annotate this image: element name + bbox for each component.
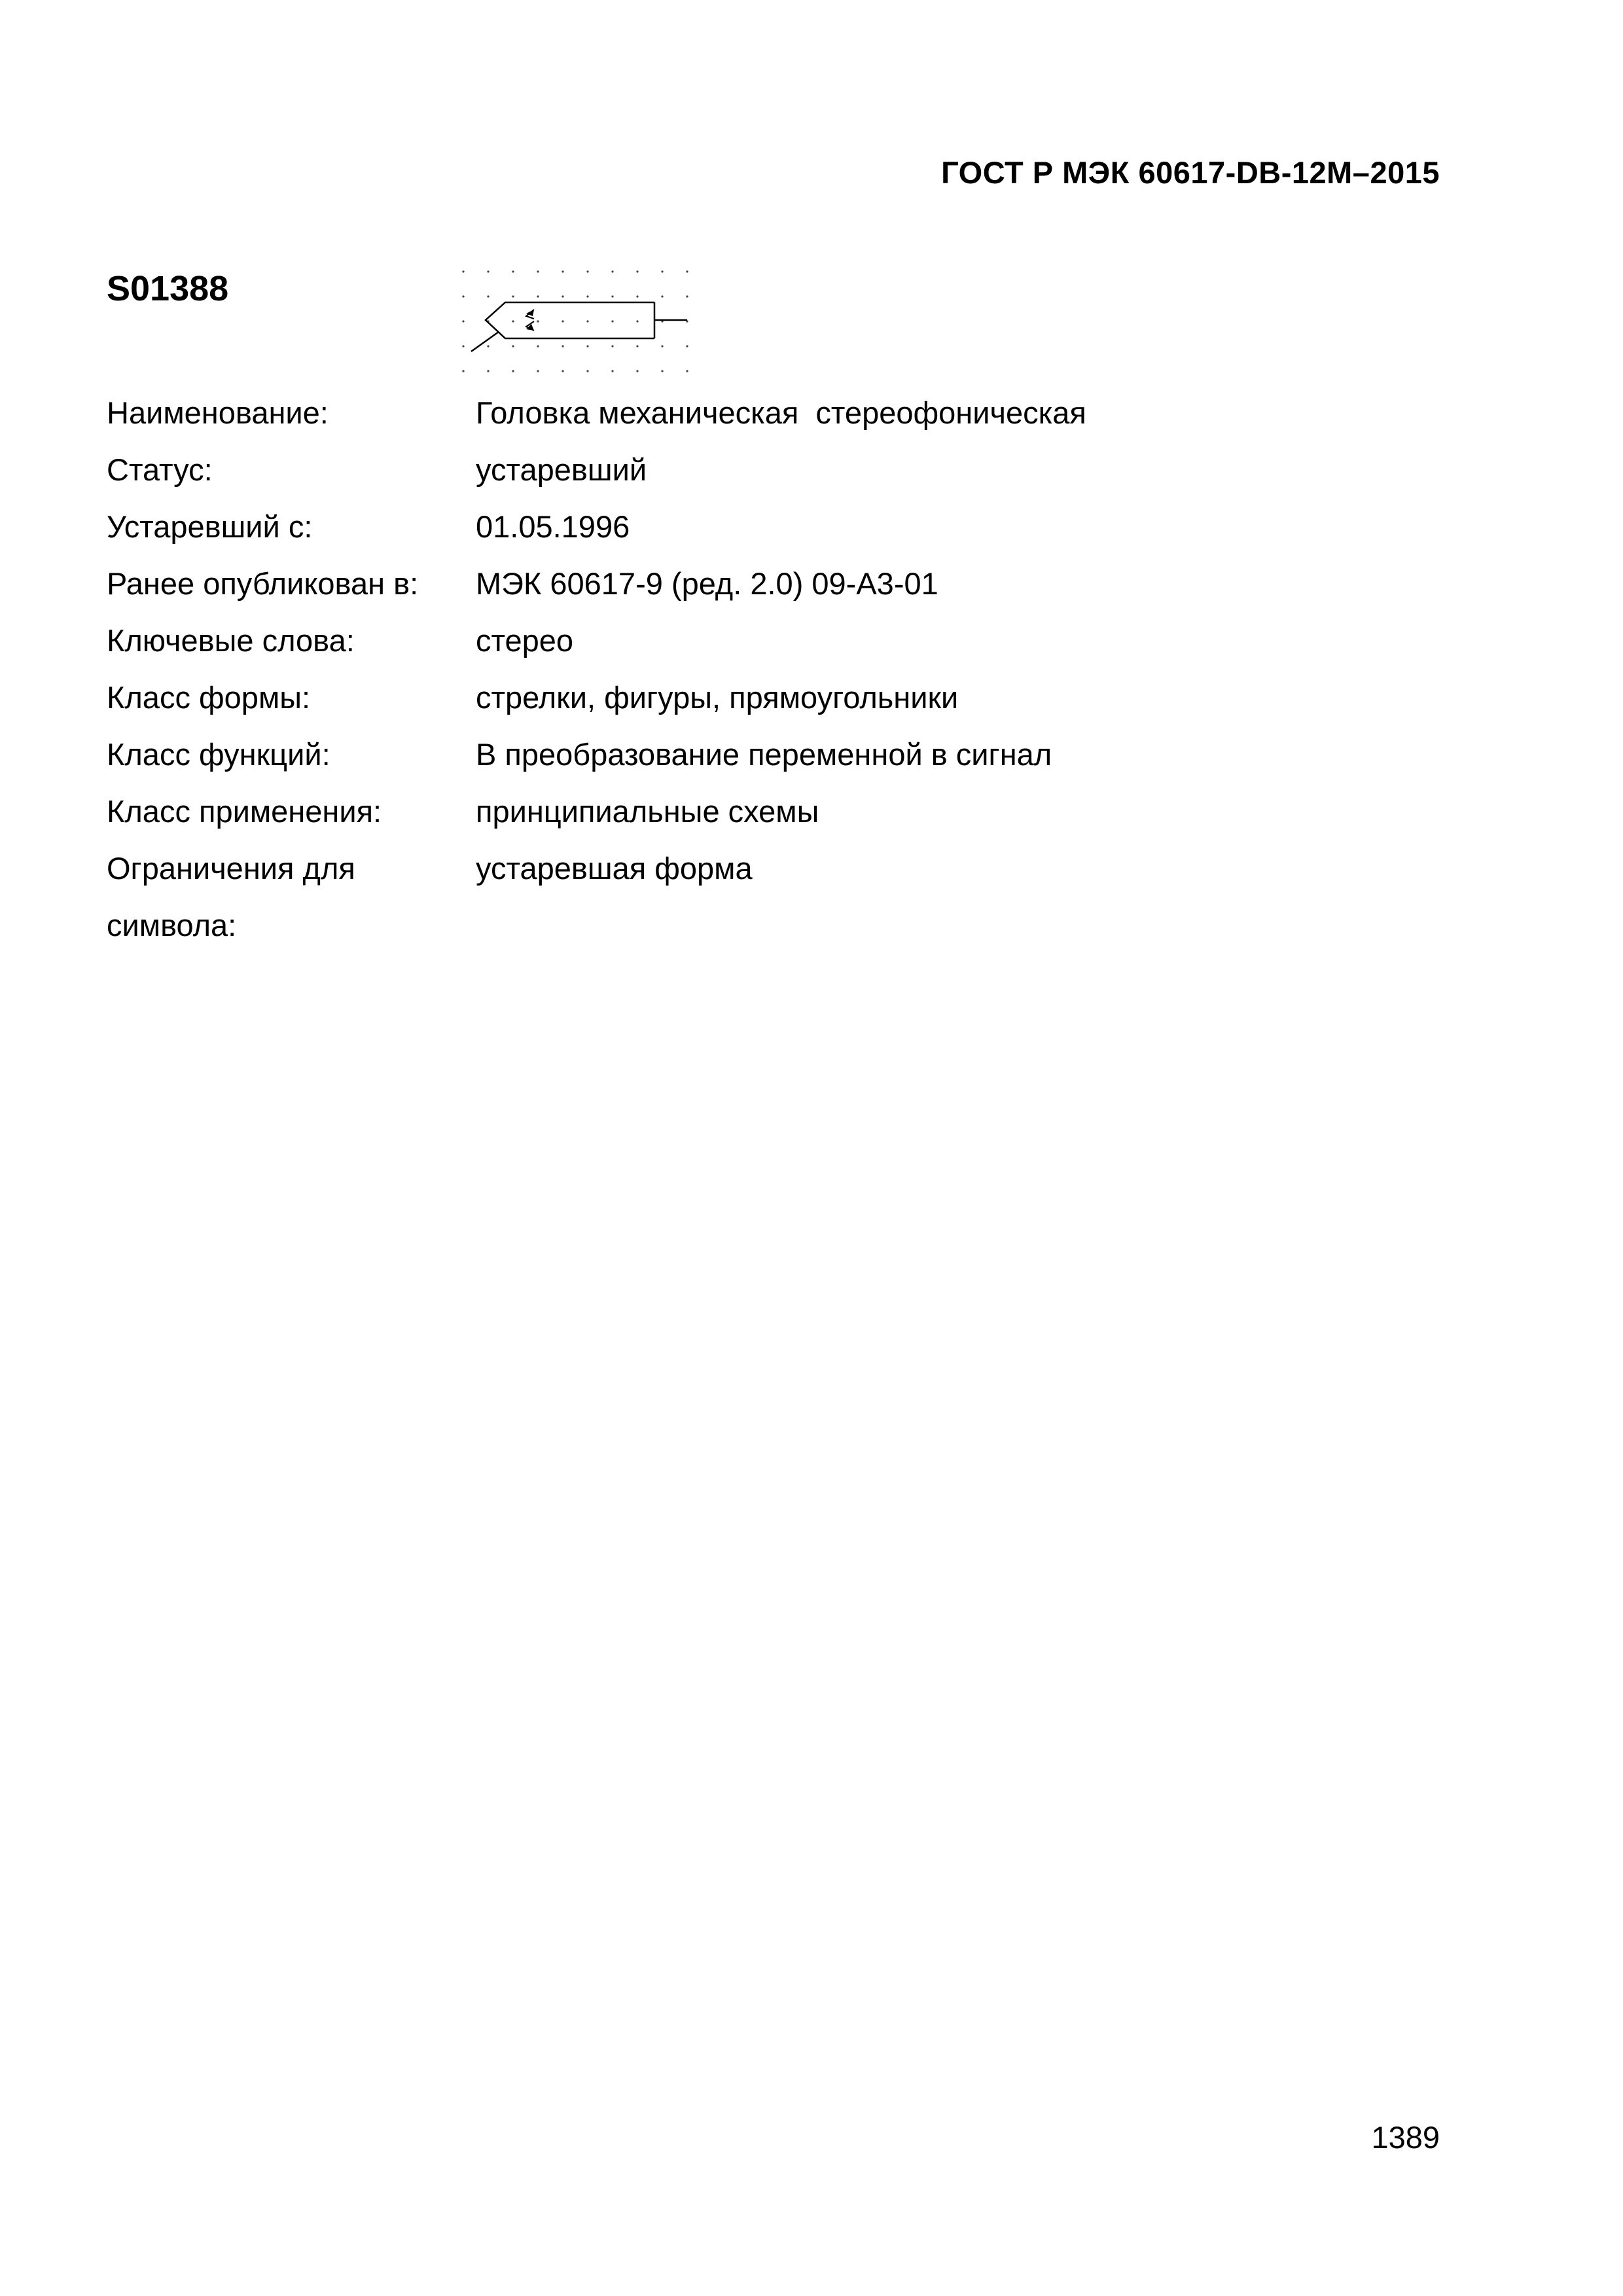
page-number: 1389 — [1371, 2120, 1440, 2155]
grid-dot — [636, 345, 638, 347]
grid-dot — [487, 270, 489, 272]
grid-dot — [636, 295, 638, 297]
grid-dot — [562, 370, 563, 372]
grid-dot — [661, 295, 663, 297]
property-value: Головка механическая стереофоническая — [476, 395, 1086, 430]
grid-dot — [661, 370, 663, 372]
property-value: 01.05.1996 — [476, 509, 630, 544]
grid-dot — [661, 345, 663, 347]
property-label: Класс применения: — [107, 794, 382, 829]
property-label: Наименование: — [107, 395, 329, 430]
property-label: Класс функций: — [107, 737, 330, 772]
grid-dot — [537, 295, 539, 297]
property-value: стрелки, фигуры, прямоугольники — [476, 680, 959, 715]
property-label: Устаревший с: — [107, 509, 313, 544]
grid-dot — [586, 345, 588, 347]
property-value: МЭК 60617-9 (ред. 2.0) 09-A3-01 — [476, 566, 938, 601]
grid-dot — [462, 295, 464, 297]
grid-dot — [537, 320, 539, 322]
grid-dot — [611, 270, 613, 272]
property-row — [107, 726, 1350, 783]
property-value: В преобразование переменной в сигнал — [476, 737, 1052, 772]
grid-dot — [586, 370, 588, 372]
grid-dot — [661, 270, 663, 272]
grid-dot — [586, 270, 588, 272]
grid-dot — [487, 345, 489, 347]
grid-dot — [462, 270, 464, 272]
grid-dot — [636, 270, 638, 272]
grid-dot — [512, 295, 514, 297]
property-value: устаревшая форма — [476, 851, 753, 886]
grid-dot — [512, 320, 514, 322]
stereo-mechanical-head-symbol-icon — [458, 266, 694, 381]
property-row — [107, 840, 1350, 954]
grid-dot — [462, 345, 464, 347]
grid-dot — [686, 270, 688, 272]
grid-dot — [562, 320, 563, 322]
property-value: стерео — [476, 623, 574, 658]
grid-dot — [537, 345, 539, 347]
property-row — [107, 555, 1350, 612]
grid-dot — [611, 295, 613, 297]
property-row — [107, 612, 1350, 669]
grid-dot — [487, 370, 489, 372]
property-value: принципиальные схемы — [476, 794, 819, 829]
grid-dot — [512, 345, 514, 347]
property-label: Ключевые слова: — [107, 623, 355, 658]
grid-dot — [537, 270, 539, 272]
grid-dot — [686, 295, 688, 297]
property-label: Класс формы: — [107, 680, 311, 715]
property-value: устаревший — [476, 452, 647, 487]
grid-dot — [462, 370, 464, 372]
grid-dot — [537, 370, 539, 372]
grid-dot — [611, 345, 613, 347]
property-row — [107, 384, 1350, 441]
property-row — [107, 498, 1350, 555]
grid-dot — [636, 320, 638, 322]
grid-dot — [562, 345, 563, 347]
property-label: Ранее опубликован в: — [107, 566, 419, 601]
property-row — [107, 783, 1350, 840]
grid-dot — [487, 295, 489, 297]
grid-dot — [611, 320, 613, 322]
grid-dot — [686, 345, 688, 347]
symbol-code: S01388 — [107, 269, 229, 308]
property-label: Статус: — [107, 452, 213, 487]
grid-dot — [462, 320, 464, 322]
grid-dot — [586, 295, 588, 297]
grid-dot — [562, 270, 563, 272]
grid-dot — [562, 295, 563, 297]
grid-dot — [686, 370, 688, 372]
grid-dot — [611, 370, 613, 372]
document-standard-header: ГОСТ Р МЭК 60617-DB-12M–2015 — [941, 155, 1440, 190]
property-label: Ограничения для символа: — [107, 851, 355, 942]
property-row — [107, 669, 1350, 726]
grid-dot — [636, 370, 638, 372]
grid-dot — [512, 270, 514, 272]
grid-dot — [586, 320, 588, 322]
grid-dot — [512, 370, 514, 372]
symbol-properties-table — [107, 384, 1350, 954]
property-row — [107, 441, 1350, 498]
